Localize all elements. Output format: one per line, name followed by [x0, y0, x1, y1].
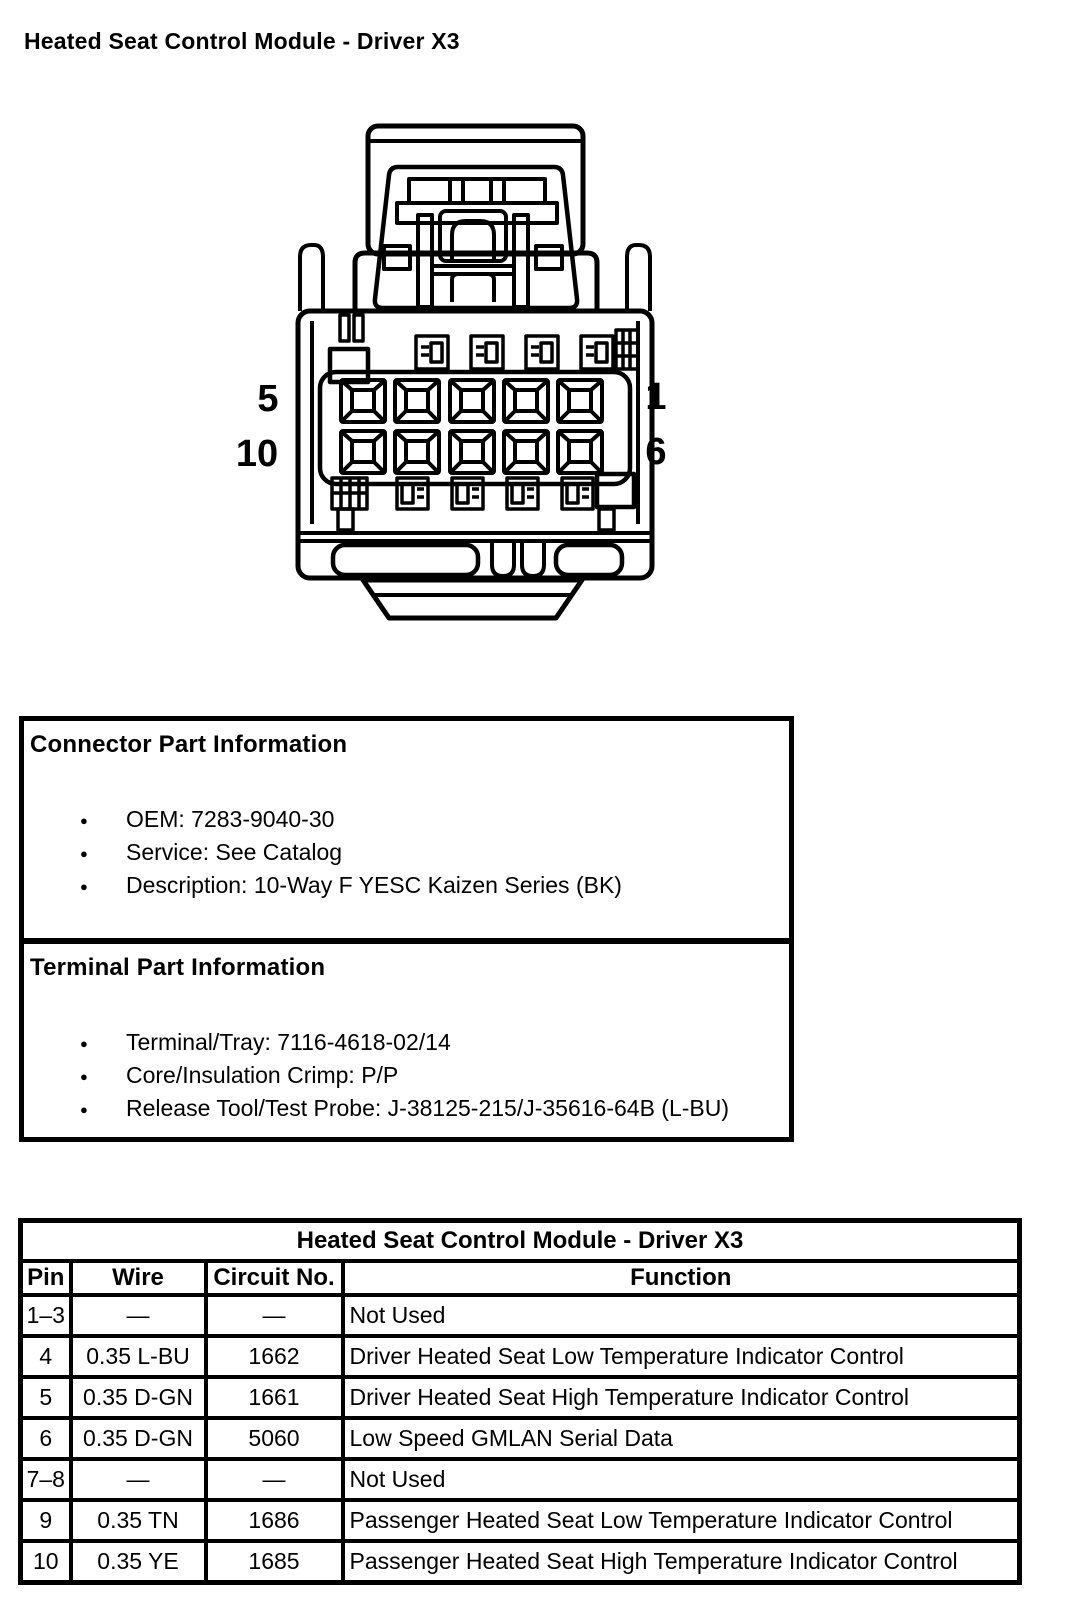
circuit-cell: 1662 [206, 1336, 343, 1377]
pin-cell: 10 [21, 1541, 71, 1583]
part-information-panel [19, 716, 794, 1142]
table-row [21, 1459, 1020, 1500]
function-cell: Not Used [343, 1295, 1020, 1336]
function-cell: Low Speed GMLAN Serial Data [343, 1418, 1020, 1459]
pin-cell: 1–3 [21, 1295, 71, 1336]
pin-label-top-right: 1 [645, 376, 667, 418]
pin-table [18, 1218, 1022, 1585]
circuit-cell: 5060 [206, 1418, 343, 1459]
wire-cell: 0.35 L-BU [71, 1336, 206, 1377]
wire-cell: 0.35 TN [71, 1500, 206, 1541]
pin-cell: 7–8 [21, 1459, 71, 1500]
page-title: Heated Seat Control Module - Driver X3 [24, 28, 460, 54]
terminal-part-info-section [24, 938, 789, 1137]
wire-cell: — [71, 1459, 206, 1500]
pin-label-bottom-right: 6 [645, 431, 667, 473]
table-row [21, 1377, 1020, 1418]
function-cell: Driver Heated Seat High Temperature Indicator Control [343, 1377, 1020, 1418]
table-row [21, 1418, 1020, 1459]
table-row [21, 1541, 1020, 1583]
table-title-row [21, 1221, 1020, 1262]
circuit-cell: — [206, 1459, 343, 1500]
pin-label-top-left: 5 [257, 378, 279, 420]
function-cell: Passenger Heated Seat Low Temperature Indicator Control [343, 1500, 1020, 1541]
function-cell: Passenger Heated Seat High Temperature Indicator Control [343, 1541, 1020, 1583]
list-item: ● Core/Insulation Crimp: P/P [30, 1059, 781, 1092]
connector-part-info-list [30, 803, 781, 902]
connector-face-drawing [230, 103, 730, 623]
circuit-cell: — [206, 1295, 343, 1336]
table-header-row [21, 1261, 1020, 1295]
connector-part-info-section [24, 721, 789, 938]
col-header-circuit: Circuit No. [206, 1261, 343, 1295]
circuit-cell: 1685 [206, 1541, 343, 1583]
list-item: ● Service: See Catalog [30, 836, 781, 869]
function-cell: Driver Heated Seat Low Temperature Indicator Control [343, 1336, 1020, 1377]
pin-cell: 5 [21, 1377, 71, 1418]
col-header-pin: Pin [21, 1261, 71, 1295]
function-cell: Not Used [343, 1459, 1020, 1500]
terminal-part-info-list [30, 1026, 781, 1125]
pin-label-bottom-left: 10 [235, 433, 279, 475]
col-header-function: Function [343, 1261, 1020, 1295]
pin-cell: 9 [21, 1500, 71, 1541]
list-item: ● Description: 10-Way F YESC Kaizen Series (BK) [30, 869, 781, 902]
wire-cell: 0.35 D-GN [71, 1377, 206, 1418]
circuit-cell: 1661 [206, 1377, 343, 1418]
connector-diagram [230, 103, 730, 623]
col-header-wire: Wire [71, 1261, 206, 1295]
list-item: ● Terminal/Tray: 7116-4618-02/14 [30, 1026, 781, 1059]
pin-cell: 6 [21, 1418, 71, 1459]
list-item: ● OEM: 7283-9040-30 [30, 803, 781, 836]
circuit-cell: 1686 [206, 1500, 343, 1541]
table-title: Heated Seat Control Module - Driver X3 [21, 1221, 1020, 1262]
table-row [21, 1336, 1020, 1377]
connector-part-info-heading: Connector Part Information [30, 731, 348, 758]
wire-cell: 0.35 D-GN [71, 1418, 206, 1459]
connector-outline [298, 126, 652, 618]
wire-cell: — [71, 1295, 206, 1336]
terminal-part-info-heading: Terminal Part Information [30, 954, 326, 981]
pin-cell: 4 [21, 1336, 71, 1377]
list-item: ● Release Tool/Test Probe: J-38125-215/J-35616-64B (L-BU) [30, 1092, 781, 1125]
wire-cell: 0.35 YE [71, 1541, 206, 1583]
table-row [21, 1500, 1020, 1541]
table-row [21, 1295, 1020, 1336]
